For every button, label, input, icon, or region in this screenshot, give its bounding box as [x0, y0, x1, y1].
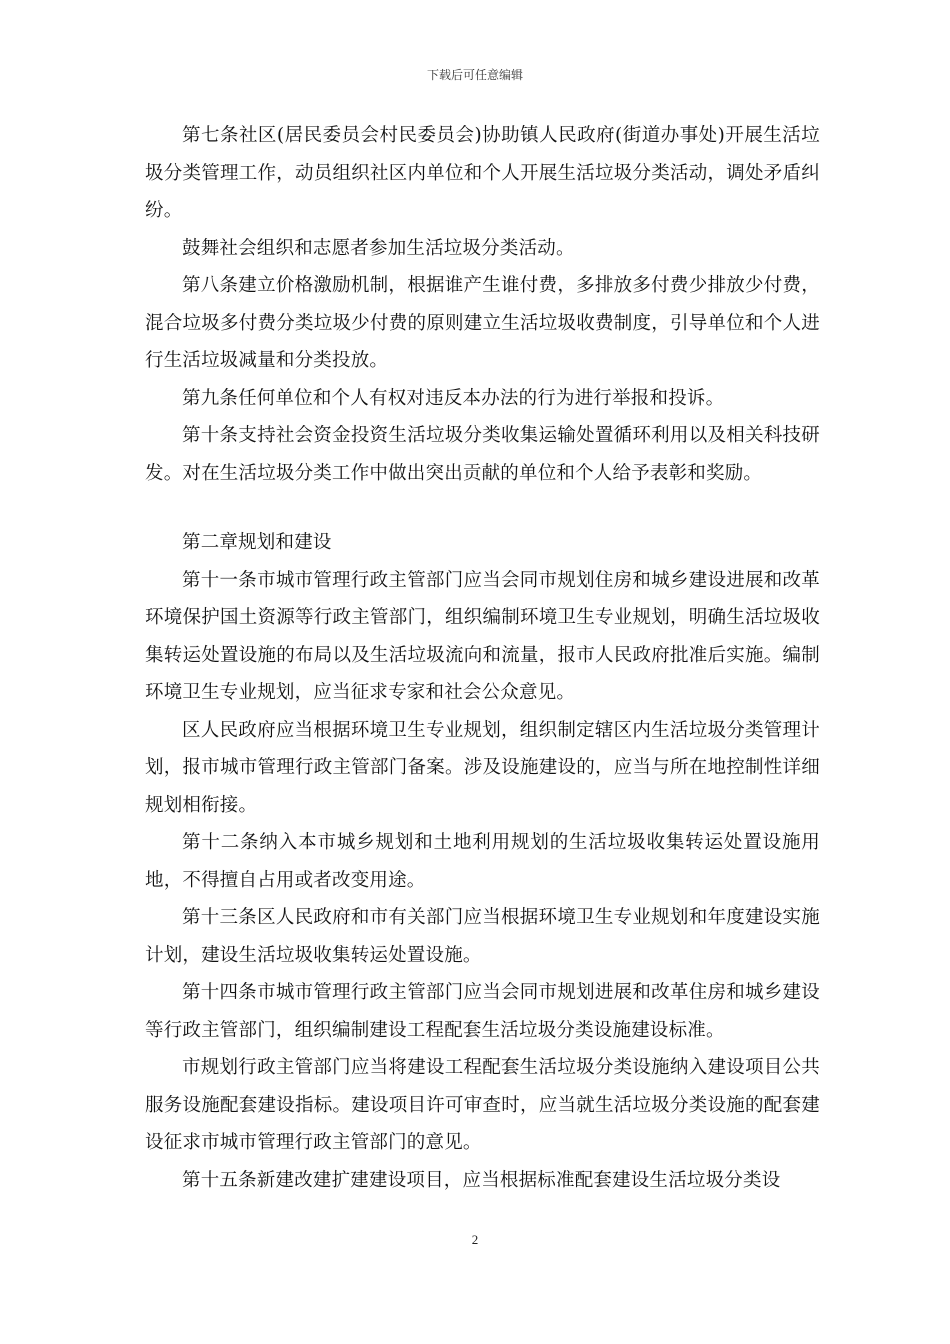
paragraph-article-9: 第九条任何单位和个人有权对违反本办法的行为进行举报和投诉。 [182, 387, 725, 409]
paragraph-article-10: 第十条支持社会资金投资生活垃圾分类收集运输处置循环利用以及相关科技研发。对在生活垃圾分类工作中做出突出贡献的单位和个人给予表彰和奖励。 [145, 425, 820, 484]
paragraph-article-14: 第十四条市城市管理行政主管部门应当会同市规划进展和改革住房和城乡建设等行政主管部门，组织编制建设工程配套生活垃圾分类设施建设标准。 [145, 982, 820, 1041]
paragraph-district-plan: 区人民政府应当根据环境卫生专业规划，组织制定辖区内生活垃圾分类管理计划，报市城市管理行政主管部门备案。涉及设施建设的，应当与所在地控制性详细规划相衔接。 [145, 719, 820, 816]
paragraph-article-7: 第七条社区(居民委员会村民委员会)协助镇人民政府(街道办事处)开展生活垃圾分类管理工作，动员组织社区内单位和个人开展生活垃圾分类活动，调处矛盾纠纷。 [145, 125, 820, 221]
chapter-heading: 第二章规划和建设 [182, 532, 332, 553]
page-number: 2 [471, 1232, 479, 1247]
paragraph-article-11: 第十一条市城市管理行政主管部门应当会同市规划住房和城乡建设进展和改革环境保护国土资源等行政主管部门，组织编制环境卫生专业规划，明确生活垃圾收集转运处置设施的布局以及生活垃圾流向和流量，报市人民政府批准后实施。编制环境卫生专业规划，应当征求专家和社会公众意见。 [145, 569, 820, 703]
page-header: 下载后可任意编辑 [426, 68, 523, 82]
section-gap [145, 492, 820, 524]
paragraph-encourage: 鼓舞社会组织和志愿者参加生活垃圾分类活动。 [182, 237, 575, 259]
paragraph-article-13: 第十三条区人民政府和市有关部门应当根据环境卫生专业规划和年度建设实施计划，建设生活垃圾收集转运处置设施。 [145, 907, 820, 966]
document-body [145, 117, 820, 1199]
paragraph-article-8: 第八条建立价格激励机制，根据谁产生谁付费，多排放多付费少排放少付费，混合垃圾多付费分类垃圾少付费的原则建立生活垃圾收费制度，引导单位和个人进行生活垃圾减量和分类投放。 [145, 275, 820, 371]
paragraph-planning-dept: 市规划行政主管部门应当将建设工程配套生活垃圾分类设施纳入建设项目公共服务设施配套建设指标。建设项目许可审查时，应当就生活垃圾分类设施的配套建设征求市城市管理行政主管部门的意见。 [145, 1057, 820, 1153]
paragraph-article-12: 第十二条纳入本市城乡规划和土地利用规划的生活垃圾收集转运处置设施用地，不得擅自占用或者改变用途。 [145, 832, 820, 891]
paragraph-article-15: 第十五条新建改建扩建建设项目，应当根据标准配套建设生活垃圾分类设 [182, 1169, 781, 1191]
